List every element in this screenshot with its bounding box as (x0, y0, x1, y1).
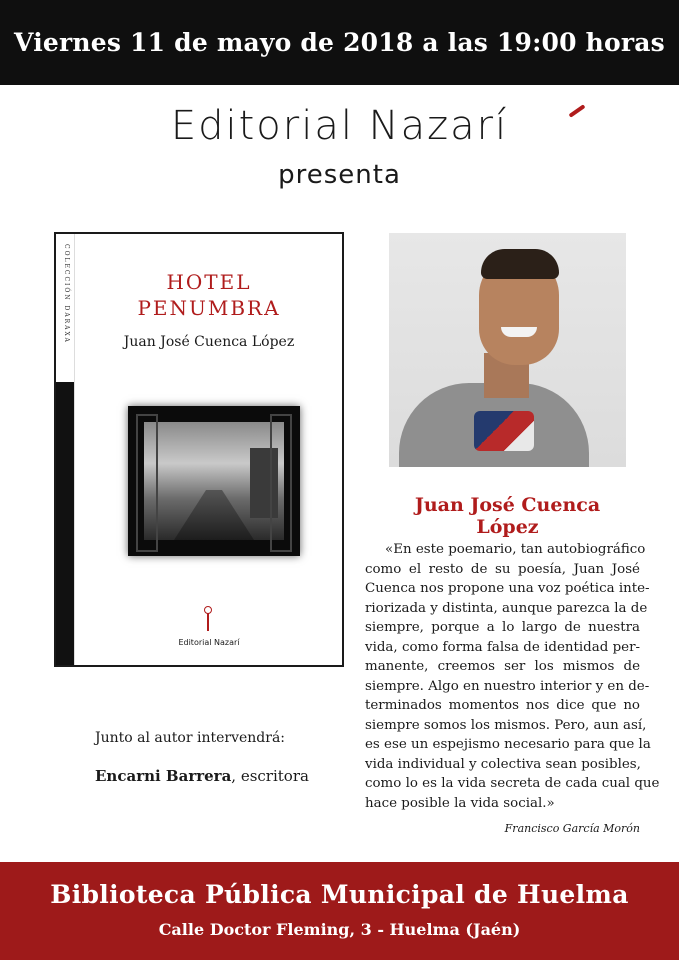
quote-line: hace posible la vida social.» (365, 795, 555, 811)
quote-line: vida individual y colectiva sean posibles, (365, 756, 641, 772)
review-quote (365, 540, 660, 813)
quote-line: siempre somos los mismos. Pero, aun así, (365, 717, 647, 733)
venue-footer (0, 862, 679, 960)
quote-line: siempre, porque a lo largo de nuestra (365, 620, 640, 635)
quote-line: siempre. Algo en nuestro interior y en de- (365, 678, 650, 694)
event-date-banner (0, 0, 679, 85)
book-title-line1: HOTEL (166, 270, 252, 294)
panel-guest (95, 767, 355, 785)
event-datetime: Viernes 11 de mayo de 2018 a las 19:00 horas (14, 28, 665, 57)
cover-shutter-right (270, 414, 292, 552)
cover-window-image (128, 406, 300, 556)
book-title-line2: PENUMBRA (137, 296, 281, 320)
key-logo-icon (204, 606, 212, 632)
guest-name: Encarni Barrera (95, 767, 232, 785)
author-name: Juan José Cuenca López (414, 494, 601, 538)
quote-credit: Francisco García Morón (504, 822, 640, 835)
guest-role: , escritora (231, 767, 309, 785)
quote-line: como lo es la vida secreta de cada cual que (365, 776, 660, 791)
panel-intro: Junto al autor intervendrá: (95, 730, 286, 746)
book-spine-band (56, 382, 74, 665)
quote-line: es ese un espejismo necesario para que la (365, 737, 651, 752)
quote-line: terminados momentos nos dice que no (365, 698, 640, 713)
book-publisher-mark: Editorial Nazarí (178, 638, 240, 647)
collection-label: COLECCIÓN DARAXA (63, 244, 70, 344)
book-cover (54, 232, 344, 667)
cover-road (174, 490, 254, 540)
quote-line: como el resto de su poesía, Juan José (365, 561, 640, 577)
author-photo (389, 233, 626, 467)
venue-name: Biblioteca Pública Municipal de Huelma (50, 880, 629, 909)
publisher-logo-text: Editorial Nazarí (170, 103, 509, 149)
quote-line: «En este poemario, tan autobiográfico (385, 542, 646, 557)
quote-line: riorizada y distinta, aunque parezca la de (365, 600, 648, 616)
book-cover-author: Juan José Cuenca López (123, 334, 295, 350)
quote-line: Cuenca nos propone una voz poética inte- (365, 581, 650, 596)
quote-line: manente, creemos ser los mismos de (365, 659, 640, 674)
quote-line: vida, como forma falsa de identidad per- (365, 639, 640, 655)
presents-label: presenta (278, 160, 401, 190)
venue-address: Calle Doctor Fleming, 3 - Huelma (Jaén) (158, 920, 521, 939)
cover-window-view (144, 422, 284, 540)
cover-shutter-left (136, 414, 158, 552)
